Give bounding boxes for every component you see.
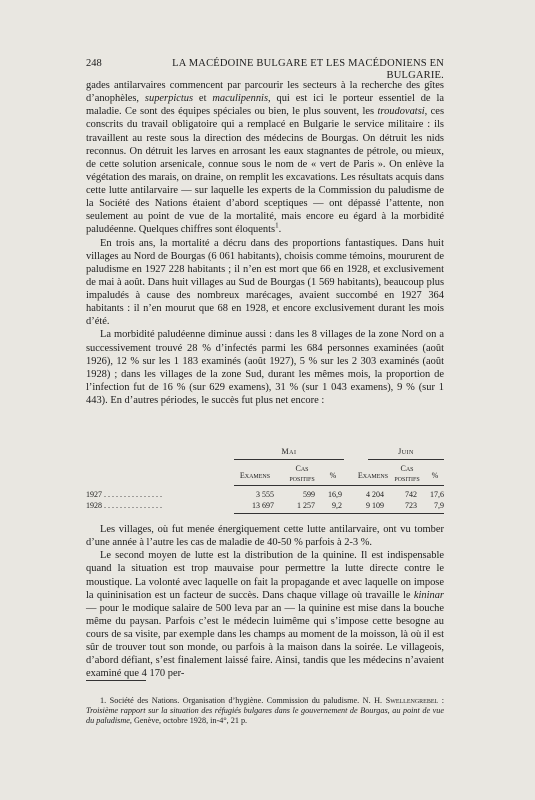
italic-term: maculipennis bbox=[212, 93, 269, 105]
paragraph bbox=[86, 328, 444, 407]
table-cell: 17,6 bbox=[430, 490, 444, 499]
footnote-marker: 1 bbox=[275, 221, 279, 230]
paragraph bbox=[86, 237, 444, 329]
text-run: 1. Société des Nations. Organisation d’hygiène. Commission du paludisme. N. H. bbox=[100, 696, 386, 705]
text-run: . bbox=[278, 224, 282, 236]
table-cell: 599 bbox=[303, 490, 315, 499]
body-text-bottom bbox=[86, 523, 444, 681]
running-title: LA MACÉDOINE BULGARE ET LES MACÉDONIENS EN BULGARIE. bbox=[172, 58, 444, 81]
author-name: Swellengrebel bbox=[385, 696, 439, 705]
group-header-mai: Mai bbox=[281, 447, 297, 456]
footnote-text bbox=[86, 696, 444, 726]
paragraph bbox=[86, 523, 444, 549]
text-run: La morbidité paludéenne diminue aussi : dans les 8 villages de la zone Nord on a successivement trouvé 28 % d’infectés parmi les 684 personnes examinées (août 1926), 12 % sur les 1 183 examinés (août 1927), 5 % sur les 2 303 examinés (août 1928) ; dans les villages de la zone Sud, durant les mêmes mois, la proportion de l’infection fut de 16 % (sur 629 examens), 31 % (sur 1 043 examens), 9 % (sur 1 443). En d’autres périodes, le succès fut plus net encore : bbox=[86, 329, 444, 406]
text-run: et bbox=[193, 93, 213, 105]
col-header-cas-positifs-juin: Cas positifs bbox=[394, 464, 420, 483]
text-run: , qui est ici le porteur essentiel de la maladie. Ce sont des équipes spéciales ou bien, le plus souvent, les bbox=[86, 93, 444, 118]
col-header-examens-mai: Examens bbox=[239, 471, 271, 480]
footnote-separator bbox=[86, 680, 146, 681]
table-bottom-rule bbox=[234, 513, 444, 514]
paragraph bbox=[86, 79, 444, 237]
table-cell: 9 109 bbox=[366, 501, 384, 510]
italic-term: troudovatsi bbox=[377, 106, 425, 118]
col-header-cas-positifs-mai: Cas positifs bbox=[289, 464, 315, 483]
text-run: gades antilarvaires commencent par parcourir les secteurs à la recherche des gîtes d’anophèles, bbox=[86, 80, 444, 105]
page-number: 248 bbox=[86, 58, 102, 69]
table-cell: 1 257 bbox=[297, 501, 315, 510]
table-row-year: 1928 . . . . . . . . . . . . . . . bbox=[86, 501, 162, 510]
table-cell: 13 697 bbox=[252, 501, 274, 510]
text-run: — pour le modique salaire de 500 leva par an — la quinine est mise dans la bouche même du paysan. Parfois c’est le médecin luimême qui s’impose cette besogne au cours de sa visite, par exemple dans les champs au moment de la moisson, là où il est sûr de trouver tout son monde, ou parfois à la maison dans la soirée. Le villageois, d’abord défiant, s’est finalement laissé faire. Ainsi, tandis que les médecins n’avaient examiné que 4 170 per- bbox=[86, 602, 444, 680]
col-header-examens-juin: Examens bbox=[357, 471, 389, 480]
paragraph bbox=[86, 549, 444, 680]
table-cell: 7,9 bbox=[434, 501, 444, 510]
table-row-year: 1927 . . . . . . . . . . . . . . . bbox=[86, 490, 162, 499]
group-header-juin: Juin bbox=[398, 447, 414, 456]
header-rule bbox=[234, 485, 444, 486]
text-run: En trois ans, la mortalité a décru dans des proportions fantastiques. Dans huit villages au Nord de Bourgas (6 061 habitants), choisis comme témoins, moururent de paludisme en 1927 228 habitants ; il n’en est mort que 66 en 1928, et exclusivement de mai à août. Dans huit villages au Sud de Bourgas (1 569 habitants), beaucoup plus impaludés à cause des nombreux marécages, avaient succombé en 1927 364 habitants : il n’en mourut que 68 en 1928, et encore exclusivement durant les mois d’été. bbox=[86, 237, 444, 328]
table-cell: 16,9 bbox=[328, 490, 342, 499]
body-text-top bbox=[86, 79, 444, 407]
group-rule-juin bbox=[368, 459, 444, 460]
table-cell: 742 bbox=[405, 490, 417, 499]
table-cell: 9,2 bbox=[332, 501, 342, 510]
table-cell: 723 bbox=[405, 501, 417, 510]
table-cell: 3 555 bbox=[256, 490, 274, 499]
text-run: Le second moyen de lutte est la distribution de la quinine. Il est indispensable quand la situation est trop mauvaise pour permettre la lutte directe contre le moustique. La volonté avec laquelle on fait la propagande et avec laquelle on impose la quininisation est un facteur de succès. Dans chaque village où travaille le bbox=[86, 550, 444, 601]
table-cell: 4 204 bbox=[366, 490, 384, 499]
col-header-percent-mai: % bbox=[329, 471, 337, 480]
col-header-percent-juin: % bbox=[431, 471, 439, 480]
text-run: : bbox=[438, 696, 444, 705]
italic-term: Troisième rapport sur la situation des réfugiés bulgares dans le gouvernement de Bourgas, au point de vue du paludisme bbox=[86, 705, 444, 725]
italic-term: kininar bbox=[413, 589, 444, 601]
text-run: , ces conscrits du travail obligatoire qui a remplacé en Bulgarie le service militaire : ils travaillent au reste sous la direction des médecins de Bourgas. On détruit les nids reconnus. On détruit les larves en arrosant les eaux stagnantes de pétrole, ou mieux, de cette solution arsenicale, connue sous le nom de « vert de Paris ». On enlève la végétation des marais, on draine, on remplit les excavations. Les résultats acquis dans cette lutte antilarvaire — sur laquelle les experts de la Commission du paludisme de la Société des Nations étaient d’abord sceptiques — ont dépassé l’attente, non seulement au point de vue de la mortalité, mais encore eu égard à la morbidité paludéenne. Quelques chiffres sont éloquents bbox=[86, 106, 445, 236]
text-run: , Genève, octobre 1928, in-4°, 21 p. bbox=[129, 715, 248, 725]
text-run: Les villages, où fut menée énergiquement cette lutte antilarvaire, ont vu tomber d’une année à l’autre les cas de maladie de 40-50 % parfois à 2-3 %. bbox=[86, 524, 444, 549]
group-rule-mai bbox=[234, 459, 344, 460]
italic-term: superpictus bbox=[144, 93, 194, 105]
footnote bbox=[86, 696, 444, 726]
